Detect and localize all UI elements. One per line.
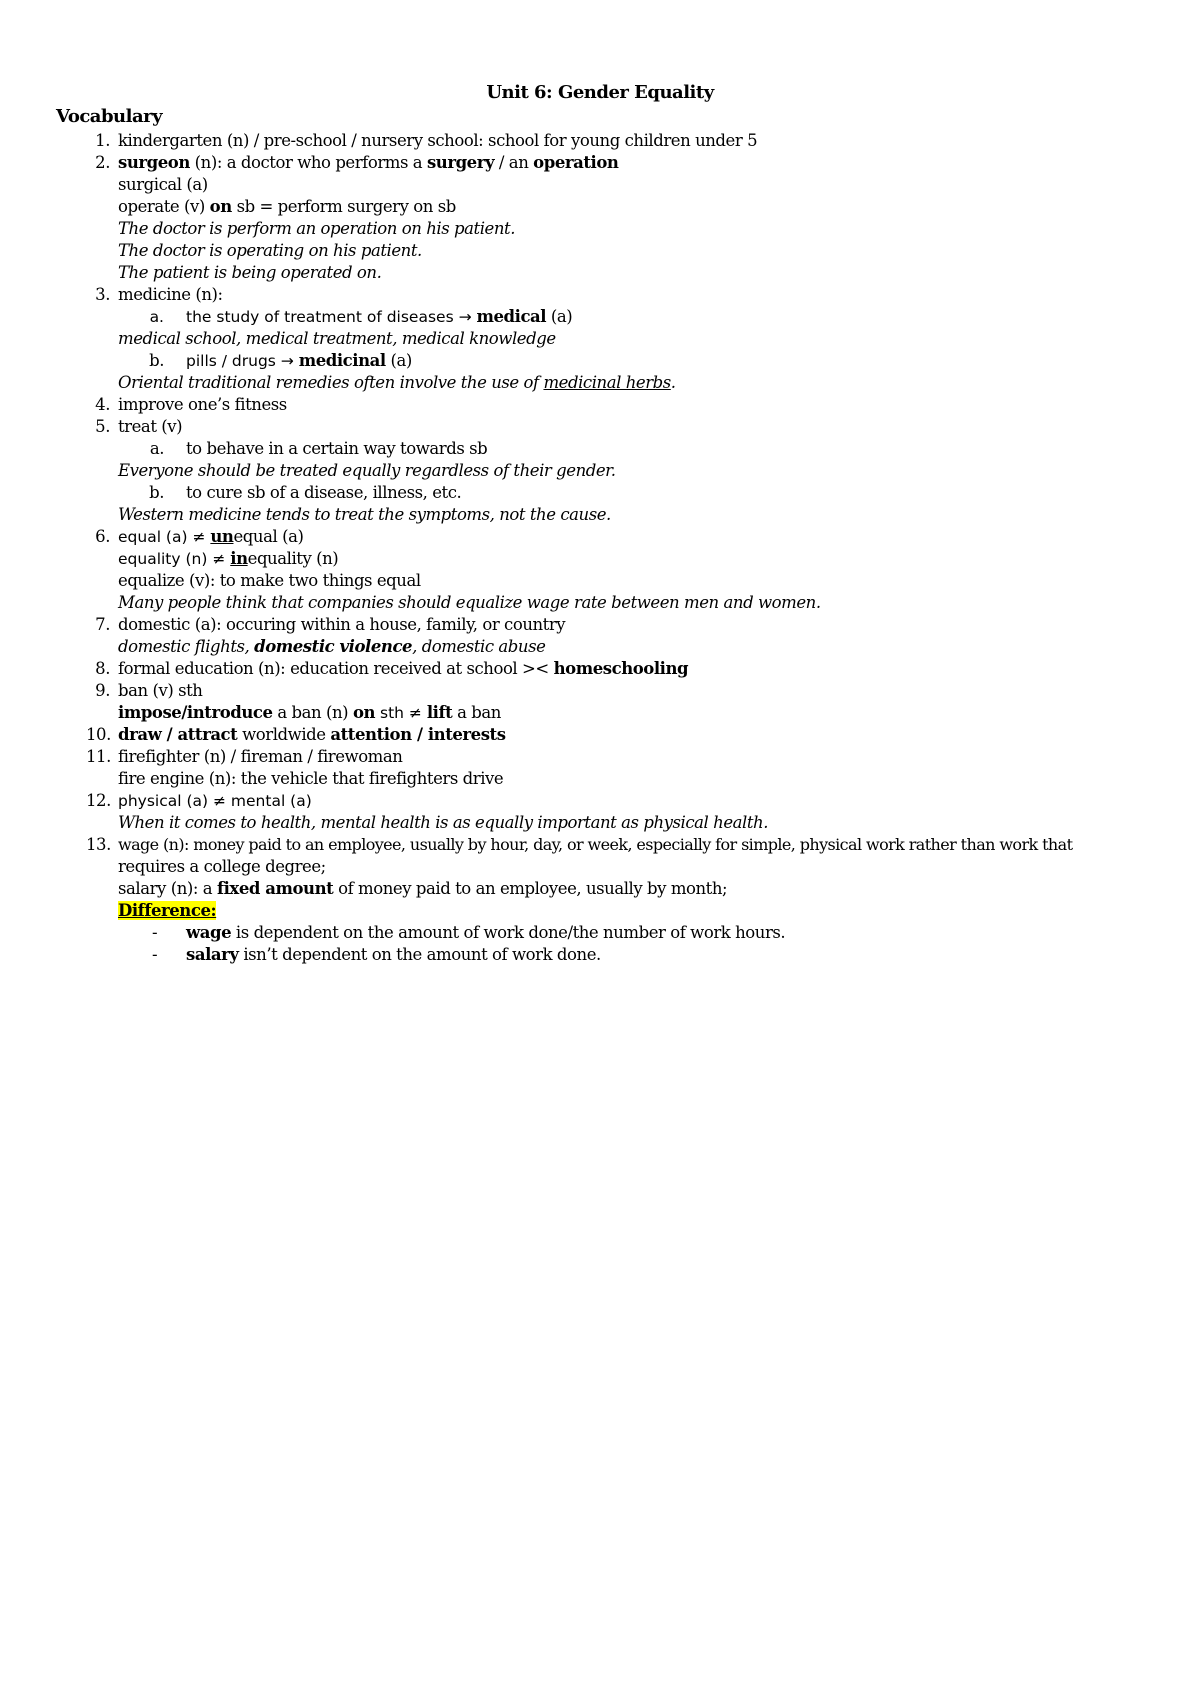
example-sentence	[118, 503, 611, 527]
definition-text: equal (a) ≠	[118, 528, 211, 546]
definition-text: worldwide	[237, 725, 331, 744]
example-sentence	[118, 261, 381, 285]
definition-text: is dependent on the amount of work done/the number of work hours.	[231, 923, 786, 942]
definition-text: isn’t dependent on the amount of work done.	[238, 945, 601, 964]
definition-text: sth ≠	[375, 704, 427, 722]
definition-text: pills / drugs →	[186, 352, 299, 370]
example-sentence	[118, 239, 422, 263]
term-surgeon: surgeon	[118, 153, 190, 172]
term-domestic-violence: domestic violence	[254, 637, 413, 656]
example-text	[118, 373, 676, 392]
example-sentence	[118, 371, 676, 395]
bullet-text	[186, 921, 785, 945]
term-homeschooling: homeschooling	[553, 659, 689, 678]
example-text: The patient is being operated on.	[118, 263, 382, 282]
item-text	[118, 723, 506, 747]
example-text-part: domestic flights,	[118, 637, 255, 656]
dash-bullet: -	[152, 923, 158, 942]
bullet-text	[186, 943, 601, 967]
definition-text: (a)	[385, 351, 412, 370]
item-text: treat (v)	[118, 417, 183, 436]
item-13-line-continued: requires a college degree;	[118, 857, 326, 876]
term-salary: salary	[186, 945, 239, 964]
definition-text: the study of treatment of diseases →	[186, 308, 477, 326]
example-text: Western medicine tends to treat the symptoms, not the cause.	[118, 505, 611, 524]
item-number: 3.	[95, 285, 110, 304]
definition-text: / an	[494, 153, 534, 172]
item-6-line-equalize: equalize (v): to make two things equal	[118, 571, 421, 590]
term-on: on	[352, 703, 376, 722]
item-number: 5.	[95, 417, 110, 436]
item-text: domestic (a): occuring within a house, family, or country	[118, 615, 566, 634]
definition-text: salary (n): a	[118, 879, 217, 898]
sub-item-letter: b.	[149, 483, 164, 502]
item-text	[118, 525, 303, 549]
term-draw-attract: draw / attract	[118, 725, 238, 744]
example-sentence	[118, 217, 515, 241]
item-6-line-equality	[118, 547, 338, 571]
item-13-line-salary	[118, 877, 727, 901]
section-heading-vocabulary: Vocabulary	[56, 106, 163, 127]
document-title: Unit 6: Gender Equality	[486, 82, 714, 103]
item-number: 2.	[95, 153, 110, 172]
definition-text: equality (n)	[247, 549, 339, 568]
prefix-in: in	[230, 549, 248, 568]
prefix-un: un	[210, 527, 234, 546]
definition-text: equal (a)	[233, 527, 304, 546]
example-text-part: Oriental traditional remedies often involve the use of	[118, 373, 544, 392]
highlighted-label: Difference:	[118, 901, 217, 920]
item-text: wage (n): money paid to an employee, usually by hour, day, or week, especially for simple, physical work rather than work that	[118, 835, 1073, 854]
example-text: medical school, medical treatment, medical knowledge	[118, 329, 556, 348]
definition-text: a ban (n)	[272, 703, 353, 722]
term-lift: lift	[426, 703, 453, 722]
item-number: 8.	[95, 659, 110, 678]
item-number: 12.	[86, 791, 111, 810]
item-text: kindergarten (n) / pre-school / nursery school: school for young children under 5	[118, 131, 758, 150]
sub-item-text	[186, 349, 412, 373]
item-9-line-ban	[118, 701, 501, 725]
item-text: ban (v) sth	[118, 681, 203, 700]
term-on: on	[209, 197, 232, 216]
sub-item-letter: b.	[149, 351, 164, 370]
definition-text: sb = perform surgery on sb	[231, 197, 456, 216]
sub-item-letter: a.	[149, 308, 164, 326]
definition-text: equality (n) ≠	[118, 550, 231, 568]
item-text	[118, 151, 618, 175]
term-wage: wage	[186, 923, 232, 942]
sub-item-text	[186, 305, 572, 329]
item-2-line-surgical: surgical (a)	[118, 175, 208, 194]
definition-text: formal education (n): education received at school ><	[118, 659, 554, 678]
term-medical: medical	[476, 307, 547, 326]
term-fixed-amount: fixed amount	[216, 879, 334, 898]
example-sentence	[118, 459, 616, 483]
term-medicinal: medicinal	[298, 351, 386, 370]
example-text: Many people think that companies should equalize wage rate between men and women.	[118, 593, 821, 612]
item-number: 1.	[95, 131, 110, 150]
item-text: firefighter (n) / fireman / firewoman	[118, 747, 403, 766]
definition-text: (n): a doctor who performs a	[189, 153, 427, 172]
term-impose-introduce: impose/introduce	[118, 703, 273, 722]
dash-bullet: -	[152, 945, 158, 964]
example-text-part: .	[670, 373, 676, 392]
definition-text: of money paid to an employee, usually by month;	[333, 879, 728, 898]
item-text: improve one’s fitness	[118, 395, 287, 414]
example-text: The doctor is operating on his patient.	[118, 241, 422, 260]
item-number: 7.	[95, 615, 110, 634]
definition-text: a ban	[452, 703, 501, 722]
item-number: 6.	[95, 527, 110, 546]
item-number: 9.	[95, 681, 110, 700]
example-sentence	[118, 591, 821, 615]
item-number: 13.	[86, 835, 111, 854]
sub-item-letter: a.	[149, 439, 164, 458]
example-sentence	[118, 811, 768, 835]
item-number: 11.	[86, 747, 111, 766]
item-text: medicine (n):	[118, 285, 223, 304]
example-sentence	[118, 635, 545, 659]
definition-text: operate (v)	[118, 197, 210, 216]
definition-text: (a)	[546, 307, 573, 326]
sub-item-text: to behave in a certain way towards sb	[186, 439, 488, 458]
term-operation: operation	[533, 153, 619, 172]
item-text	[118, 657, 688, 681]
example-text: Everyone should be treated equally regardless of their gender.	[118, 461, 616, 480]
example-text: When it comes to health, mental health is as equally important as physical health.	[118, 813, 769, 832]
term-surgery: surgery	[426, 153, 495, 172]
example-text	[118, 637, 545, 656]
item-2-line-operate	[118, 195, 456, 219]
sub-item-text: to cure sb of a disease, illness, etc.	[186, 483, 462, 502]
difference-heading	[118, 899, 216, 923]
term-attention-interests: attention / interests	[330, 725, 506, 744]
underlined-phrase: medicinal herbs	[543, 373, 671, 392]
item-text: physical (a) ≠ mental (a)	[118, 792, 312, 810]
item-number: 4.	[95, 395, 110, 414]
example-text-part: , domestic abuse	[412, 637, 546, 656]
item-11-line-fire-engine: fire engine (n): the vehicle that firefighters drive	[118, 769, 504, 788]
example-sentence	[118, 327, 556, 351]
item-number: 10.	[86, 725, 111, 744]
example-text: The doctor is perform an operation on his patient.	[118, 219, 516, 238]
